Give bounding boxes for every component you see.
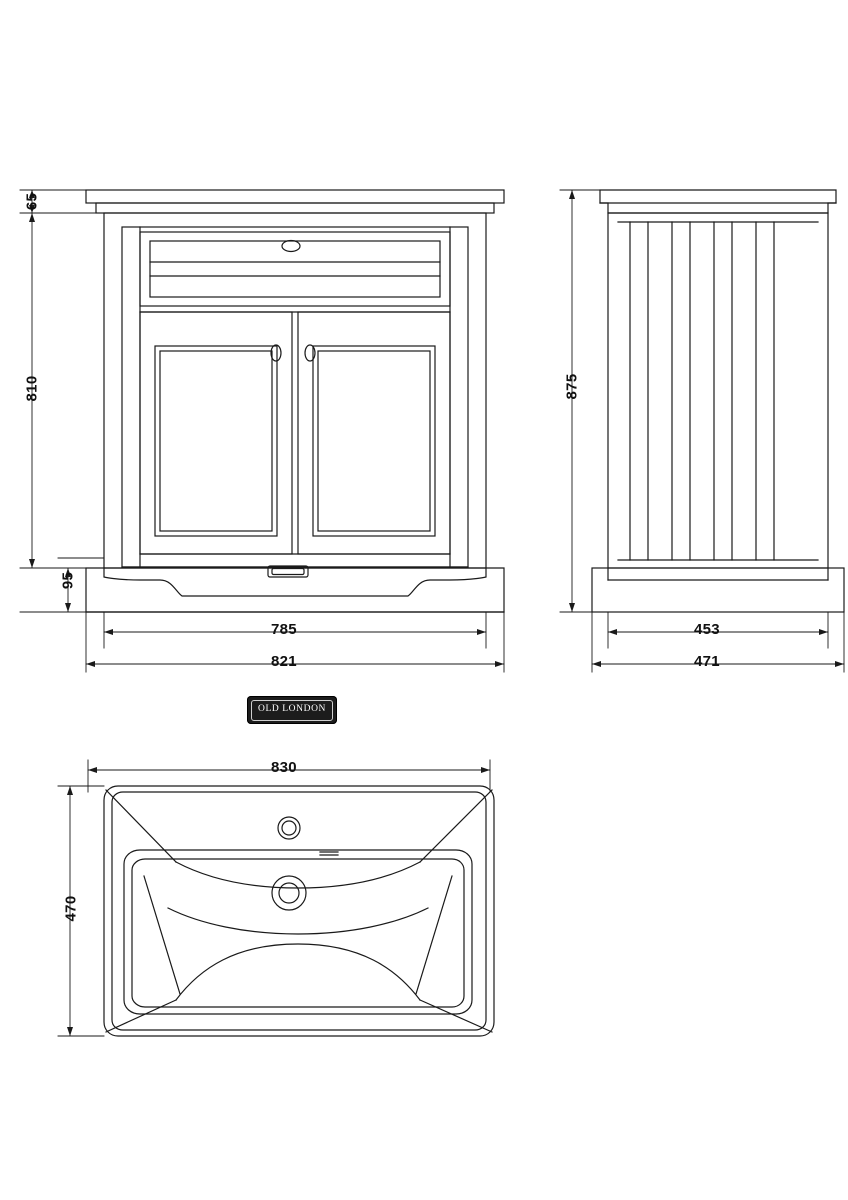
dimension-label-65: 65 [23, 192, 41, 211]
basin-plan-view [104, 786, 494, 1036]
brand-plate-inner [251, 700, 333, 721]
dimension-label-470: 470 [62, 895, 80, 922]
basin-dimension-lines [58, 760, 490, 1036]
side-elevation-view [592, 190, 844, 612]
dimension-label-830: 830 [271, 759, 297, 776]
dimension-label-875: 875 [563, 373, 581, 400]
dimension-label-95: 95 [59, 571, 77, 590]
dimension-label-453: 453 [694, 621, 720, 638]
brand-name: OLD LONDON [257, 704, 326, 715]
dimension-label-810: 810 [23, 375, 41, 402]
dimension-label-821: 821 [271, 653, 297, 670]
brand-plate [247, 696, 337, 724]
front-elevation-view [86, 190, 504, 612]
dimension-label-471: 471 [694, 653, 720, 670]
dimension-label-785: 785 [271, 621, 297, 638]
basin-dimension-arrows [67, 767, 490, 1036]
side-dimension-arrows [569, 190, 844, 667]
side-dimension-lines [560, 190, 844, 672]
